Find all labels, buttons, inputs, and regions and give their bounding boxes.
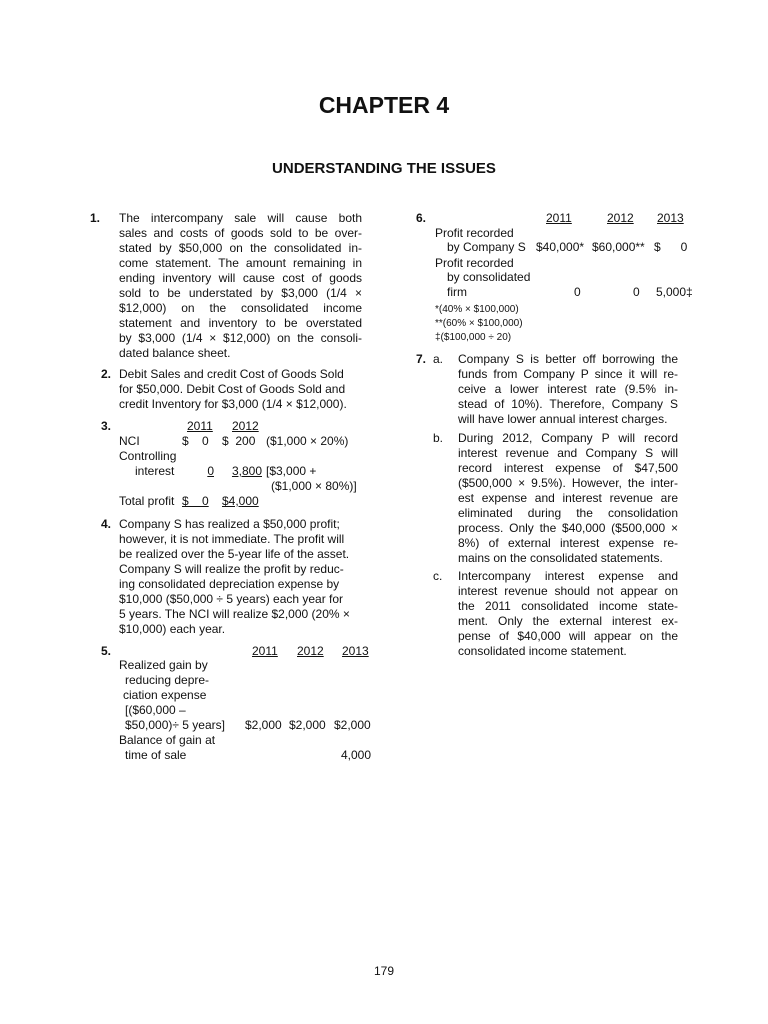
text-line: Company S has realized a $50,000 profit;: [119, 517, 340, 531]
footnote: ‡($100,000 ÷ 20): [435, 332, 512, 343]
total-2012: $4,000: [222, 494, 259, 508]
text-line: mains on the consolidated statements.: [458, 551, 663, 565]
text-line: consolidated income statement.: [458, 644, 627, 658]
item-number-3: 3.: [101, 419, 112, 433]
item-number-5: 5.: [101, 644, 112, 658]
text-line: process. Only the $40,000 ($500,000 ×: [458, 521, 678, 535]
text-line: During 2012, Company P will record: [458, 431, 678, 445]
row-label: reducing depre-: [125, 673, 210, 687]
text-line: eliminated during the consolidation: [458, 506, 678, 520]
value-2013: $ 0: [654, 240, 688, 254]
text-line: the 2011 consolidated income state-: [458, 599, 678, 613]
text-line: stated by $50,000 on the consolidated in-: [119, 241, 362, 255]
value-2012: $2,000: [289, 718, 326, 732]
text-line: interest revenue and Company S will: [458, 446, 678, 460]
page-number: 179: [373, 964, 395, 978]
text-line: The intercompany sale will cause both: [119, 211, 362, 225]
col-header-2011: 2011: [252, 644, 278, 658]
footnote: **(60% × $100,000): [435, 318, 523, 329]
total-label: Total profit: [119, 494, 175, 508]
ctrl-label: interest: [135, 464, 175, 478]
value-2011: 0: [574, 285, 581, 299]
text-line: record interest expense of $47,500: [458, 461, 678, 475]
text-line: funds from Company P since it will re-: [458, 367, 678, 381]
text-line: pense of $40,000 will appear on the: [458, 629, 678, 643]
item-number-7: 7.: [416, 352, 427, 366]
text-line: come statement. The amount remaining in: [119, 256, 362, 270]
col-header-2012: 2012: [607, 211, 634, 225]
section-title: UNDERSTANDING THE ISSUES: [272, 160, 496, 177]
sub-label-b: b.: [433, 431, 444, 445]
ctrl-label: Controlling: [119, 449, 177, 463]
row-label: by consolidated: [447, 270, 531, 284]
answer-7c: [458, 569, 678, 659]
row-label: [($60,000 –: [125, 703, 186, 717]
value-2012: 0: [633, 285, 640, 299]
text-line: ing consolidated depreciation expense by: [119, 577, 340, 591]
sub-label-a: a.: [433, 352, 444, 366]
text-line: sales and costs of goods sold to be over-: [119, 226, 362, 240]
sub-label-c: c.: [433, 569, 443, 583]
ctrl-2011: 0: [207, 464, 214, 478]
answer-2: [119, 367, 369, 412]
total-2011: $ 0: [182, 494, 209, 508]
text-line: for $50,000. Debit Cost of Goods Sold and: [119, 382, 346, 396]
answer-7a: [458, 352, 678, 427]
nci-label: NCI: [119, 434, 140, 448]
footnote: *(40% × $100,000): [435, 304, 519, 315]
text-line: stead of 10%). Therefore, Company S: [458, 397, 678, 411]
text-line: Intercompany interest expense and: [458, 569, 678, 583]
text-line: will have lower annual interest charges.: [458, 412, 668, 426]
value-2013: 4,000: [341, 748, 372, 762]
row-label: Profit recorded: [435, 256, 514, 270]
answer-7b: [458, 431, 678, 566]
value-2011: $2,000: [245, 718, 282, 732]
text-line: ($500,000 × 9.5%). However, the inter-: [458, 476, 678, 490]
text-line: Company S will realize the profit by reduc-: [119, 562, 344, 576]
text-line: however, it is not immediate. The profit will: [119, 532, 345, 546]
text-line: est expense and interest revenue are: [458, 491, 678, 505]
col-header-2013: 2013: [342, 644, 369, 658]
item-number-2: 2.: [101, 367, 112, 381]
value-2012: $60,000**: [592, 240, 645, 254]
text-line: Debit Sales and credit Cost of Goods Sold: [119, 367, 344, 381]
row-label: $50,000)÷ 5 years]: [125, 718, 225, 732]
row-label: by Company S: [447, 240, 526, 254]
text-line: ending inventory will cause cost of goods: [119, 271, 362, 285]
ctrl-note: ($1,000 × 80%)]: [271, 479, 357, 493]
text-line: ment. Only the external interest ex-: [458, 614, 678, 628]
text-line: sold to be understated by $3,000 (1/4 ×: [119, 286, 362, 300]
value-2013: 5,000‡: [656, 285, 693, 299]
chapter-title: CHAPTER 4: [318, 92, 450, 118]
row-label: Balance of gain at: [119, 733, 216, 747]
row-label: time of sale: [125, 748, 187, 762]
col-header-2011: 2011: [546, 211, 572, 225]
answer-4: [119, 517, 369, 637]
item-number-4: 4.: [101, 517, 112, 531]
text-line: by $3,000 (1/4 × $12,000) on the consoli-: [119, 331, 362, 345]
nci-2012: $ 200: [222, 434, 256, 448]
item-number-1: 1.: [90, 211, 101, 225]
col-header-2012: 2012: [297, 644, 324, 658]
ctrl-2012: 3,800: [231, 464, 262, 478]
col-header-2011: 2011: [187, 419, 213, 433]
value-2013: $2,000: [334, 718, 371, 732]
text-line: $12,000) on the consolidated income: [119, 301, 362, 315]
col-header-2012: 2012: [232, 419, 259, 433]
answer-1: [119, 211, 362, 361]
text-line: interest revenue should not appear on: [458, 584, 678, 598]
row-label: Realized gain by: [119, 658, 208, 672]
item-number-6: 6.: [416, 211, 427, 225]
col-header-2013: 2013: [657, 211, 684, 225]
text-line: $10,000 ($50,000 ÷ 5 years) each year for: [119, 592, 344, 606]
text-line: 5 years. The NCI will realize $2,000 (20% ×: [119, 607, 350, 621]
nci-note: ($1,000 × 20%): [266, 434, 349, 448]
text-line: credit Inventory for $3,000 (1/4 × $12,000).: [119, 397, 347, 411]
row-label: Profit recorded: [435, 226, 514, 240]
row-label: ciation expense: [123, 688, 207, 702]
value-2011: $40,000*: [536, 240, 585, 254]
nci-2011: $ 0: [182, 434, 209, 448]
text-line: 8%) of external interest expense re-: [458, 536, 678, 550]
text-line: ceive a lower interest rate (9.5% in-: [458, 382, 678, 396]
text-line: $10,000) each year.: [119, 622, 226, 636]
text-line: statement and inventory to be overstated: [119, 316, 362, 330]
row-label: firm: [447, 285, 467, 299]
text-line: be realized over the 5-year life of the asset.: [119, 547, 350, 561]
text-line: dated balance sheet.: [119, 346, 231, 360]
ctrl-note: [$3,000 +: [266, 464, 317, 478]
text-line: Company S is better off borrowing the: [458, 352, 678, 366]
